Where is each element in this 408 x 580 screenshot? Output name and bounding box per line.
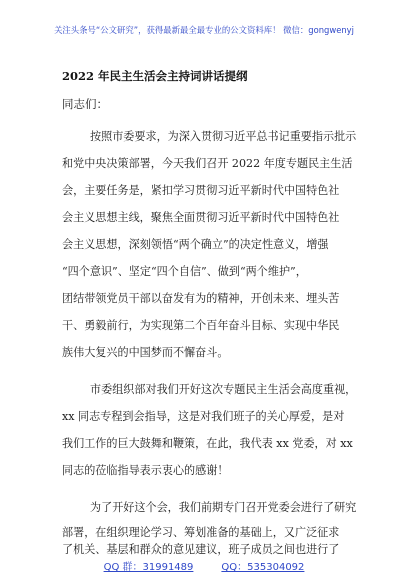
body-line: 为了开好这个会，我们前期专门召开党委会进行了研究 (90, 501, 357, 514)
qq-group-link[interactable]: QQ 群：31991489 (103, 562, 194, 573)
body-line: 会主义思想，深刻领悟“两个确立”的决定性意义，增强 (62, 238, 329, 251)
body-line: 族伟大复兴的中国梦而不懈奋斗。 (62, 346, 229, 359)
footer (0, 558, 408, 573)
qq-contact-link[interactable]: QQ：535304092 (221, 562, 305, 573)
body-line: 市委组织部对我们开好这次专题民主生活会高度重视， (90, 383, 357, 396)
document-title: 2022 年民主生活会主持词讲话提纲 (62, 69, 248, 83)
body-line: 和党中央决策部署，今天我们召开 2022 年度专题民主生活 (62, 157, 353, 170)
header-banner: 关注头条号“公文研究”，获得最新最全最专业的公文资料库！ 微信：gongwenyj (54, 25, 354, 35)
body-line: 团结带领党员干部以奋发有为的精神，开创未来、埋头苦 (62, 292, 340, 305)
body-line: 部署，在组织理论学习、筹划准备的基础上，又广泛征求 (62, 526, 340, 539)
body-line: 干、勇毅前行，为实现第二个百年奋斗目标、实现中华民 (62, 319, 340, 332)
salutation: 同志们： (62, 97, 108, 111)
body-line: 我们工作的巨大鼓舞和鞭策，在此，我代表 xx 党委，对 xx (62, 437, 353, 450)
body-line: xx 同志专程到会指导，这是对我们班子的关心厚爱，是对 (62, 410, 345, 423)
body-line: 了机关、基层和群众的意见建议，班子成员之间也进行了 (62, 543, 340, 556)
body-line: “四个意识”、坚定“四个自信”、做到“两个维护”， (62, 265, 307, 278)
body-line: 按照市委要求，为深入贯彻习近平总书记重要指示批示 (90, 130, 357, 143)
body-line: 同志的莅临指导表示衷心的感谢！ (62, 464, 229, 477)
body-line: 会，主要任务是，紧扣学习贯彻习近平新时代中国特色社 (62, 184, 340, 197)
body-line: 会主义思想主线，聚焦全面贯彻习近平新时代中国特色社 (62, 211, 340, 224)
